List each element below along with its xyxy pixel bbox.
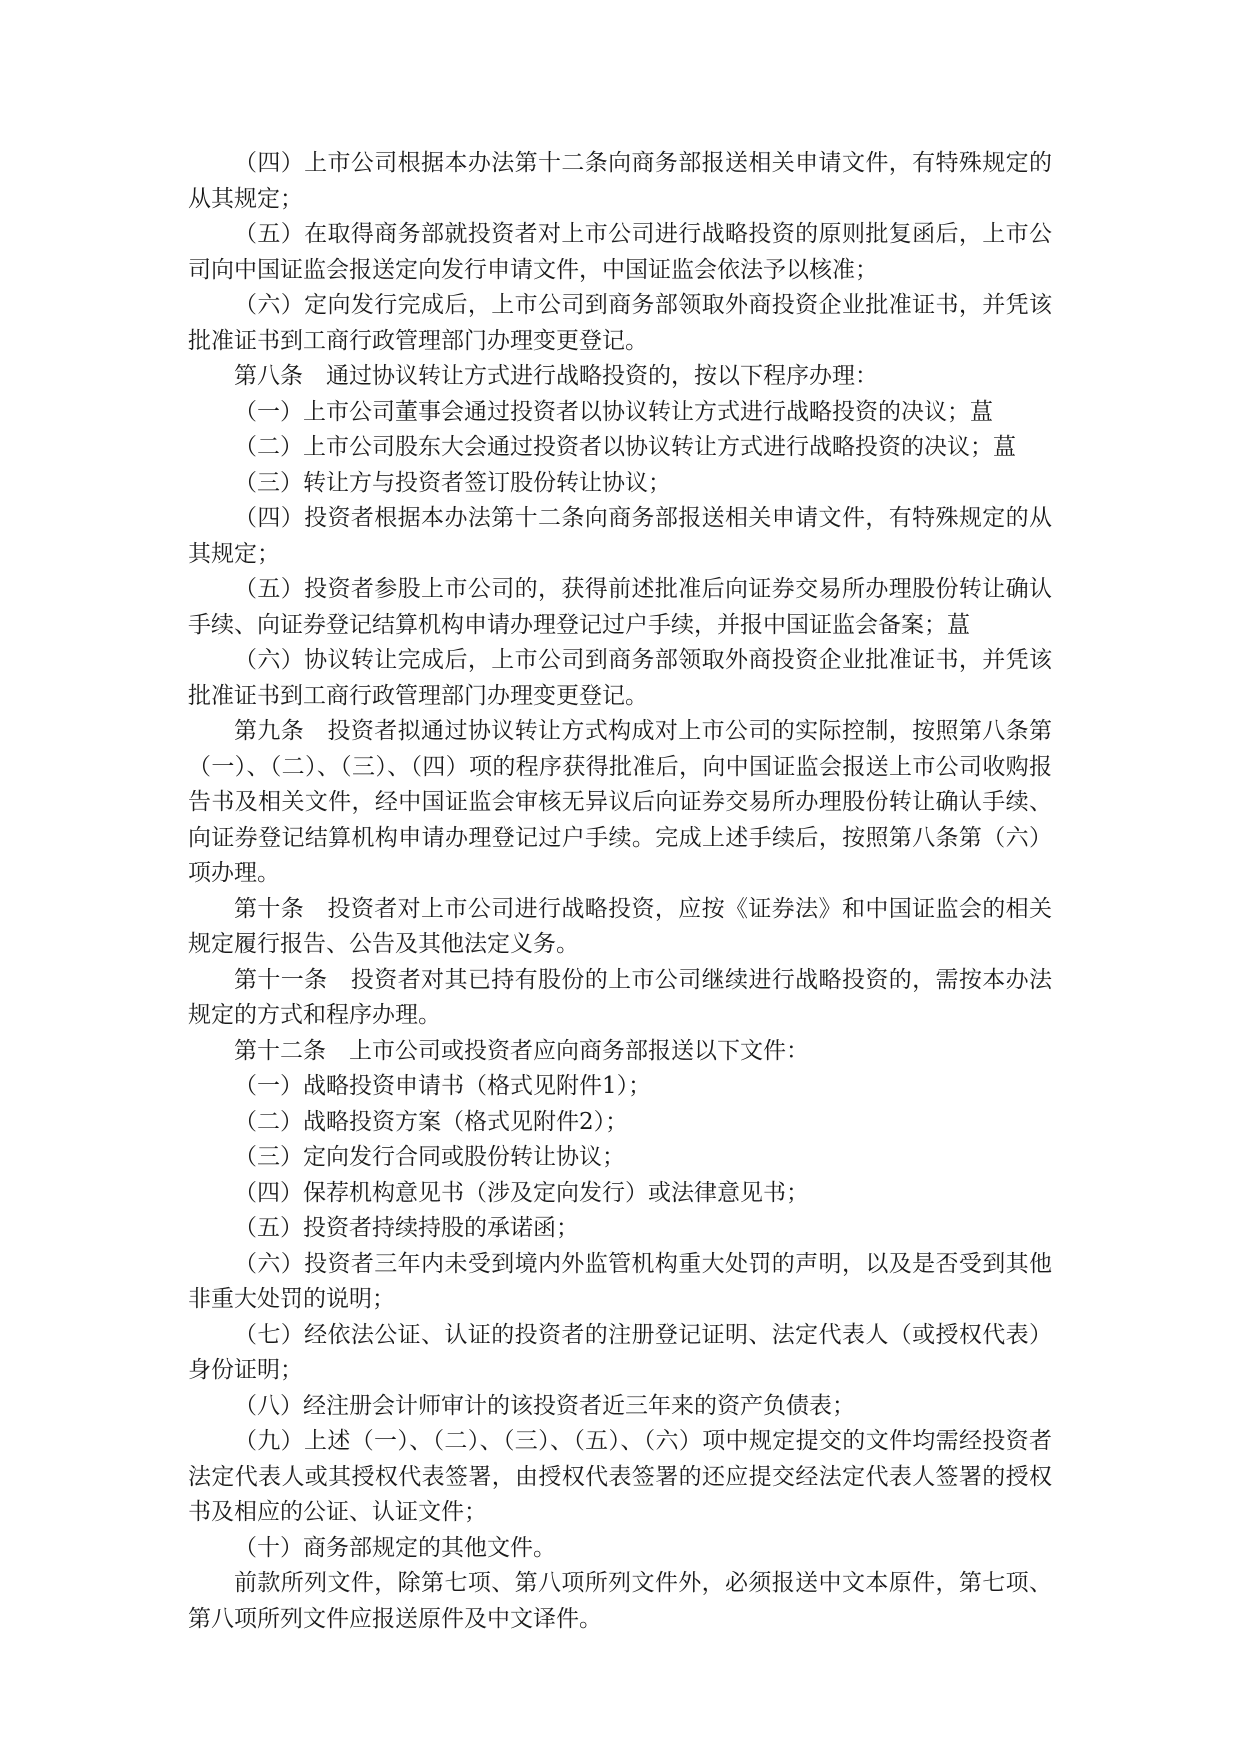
article-8-heading: 第八条 通过协议转让方式进行战略投资的，按以下程序办理： (234, 363, 878, 389)
article-12-heading: 第十二条 上市公司或投资者应向商务部报送以下文件： (234, 1037, 809, 1064)
clause-paragraph: （九）上述（一）、（二）、（三）、（五）、（六）项中规定提交的文件均需经投资者法定代表人或其授权代表签署，由授权代表签署的还应提交经法定代表人签署的授权书及相应的公证、认证文件； (188, 1428, 1052, 1525)
clause-paragraph: （二）上市公司股东大会通过投资者以协议转让方式进行战略投资的决议；蒀 (234, 434, 1016, 460)
clause-paragraph: （四）上市公司根据本办法第十二条向商务部报送相关申请文件，有特殊规定的从其规定； (188, 150, 1052, 212)
clause-paragraph: （五）投资者持续持股的承诺函； (234, 1215, 579, 1241)
clause-paragraph: （八）经注册会计师审计的该投资者近三年来的资产负债表； (234, 1392, 855, 1419)
clause-paragraph: （四）投资者根据本办法第十二条向商务部报送相关申请文件，有特殊规定的从其规定； (188, 505, 1052, 567)
clause-paragraph: （五）在取得商务部就投资者对上市公司进行战略投资的原则批复函后，上市公司向中国证监会报送定向发行申请文件，中国证监会依法予以核准； (188, 221, 1052, 283)
clause-paragraph: （一）战略投资申请书（格式见附件1）； (234, 1073, 652, 1099)
clause-paragraph: （十）商务部规定的其他文件。 (234, 1534, 556, 1561)
clause-paragraph: （七）经依法公证、认证的投资者的注册登记证明、法定代表人（或授权代表）身份证明； (188, 1321, 1052, 1383)
clause-paragraph: （一）上市公司董事会通过投资者以协议转让方式进行战略投资的决议；蒀 (234, 398, 993, 425)
clause-paragraph: （二）战略投资方案（格式见附件2）； (234, 1108, 629, 1135)
clause-paragraph: （四）保荐机构意见书（涉及定向发行）或法律意见书； (234, 1179, 809, 1206)
closing-paragraph: 前款所列文件，除第七项、第八项所列文件外，必须报送中文本原件，第七项、第八项所列文件应报送原件及中文译件。 (188, 1570, 1052, 1632)
article-10-paragraph: 第十条 投资者对上市公司进行战略投资，应按《证券法》和中国证监会的相关规定履行报告、公告及其他法定义务。 (188, 895, 1052, 957)
clause-paragraph: （五）投资者参股上市公司的，获得前述批准后向证券交易所办理股份转让确认手续、向证券登记结算机构申请办理登记过户手续，并报中国证监会备案；蒀 (188, 576, 1052, 638)
clause-paragraph: （六）投资者三年内未受到境内外监管机构重大处罚的声明，以及是否受到其他非重大处罚的说明； (188, 1250, 1052, 1312)
article-11-paragraph: 第十一条 投资者对其已持有股份的上市公司继续进行战略投资的，需按本办法规定的方式和程序办理。 (188, 966, 1052, 1028)
clause-paragraph: （六）定向发行完成后，上市公司到商务部领取外商投资企业批准证书，并凭该批准证书到工商行政管理部门办理变更登记。 (188, 292, 1052, 354)
clause-paragraph: （三）定向发行合同或股份转让协议； (234, 1144, 625, 1170)
document-body (188, 146, 1052, 1637)
clause-paragraph: （六）协议转让完成后，上市公司到商务部领取外商投资企业批准证书，并凭该批准证书到工商行政管理部门办理变更登记。 (188, 647, 1052, 709)
clause-paragraph: （三）转让方与投资者签订股份转让协议； (234, 469, 671, 496)
article-9-paragraph: 第九条 投资者拟通过协议转让方式构成对上市公司的实际控制，按照第八条第（一）、（二）、（三）、（四）项的程序获得批准后，向中国证监会报送上市公司收购报告书及相关文件，经中国证监会审核无异议后向证券交易所办理股份转让确认手续、向证券登记结算机构申请办理登记过户手续。完成上述手续后，按照第八条第（六）项办理。 (188, 718, 1052, 886)
